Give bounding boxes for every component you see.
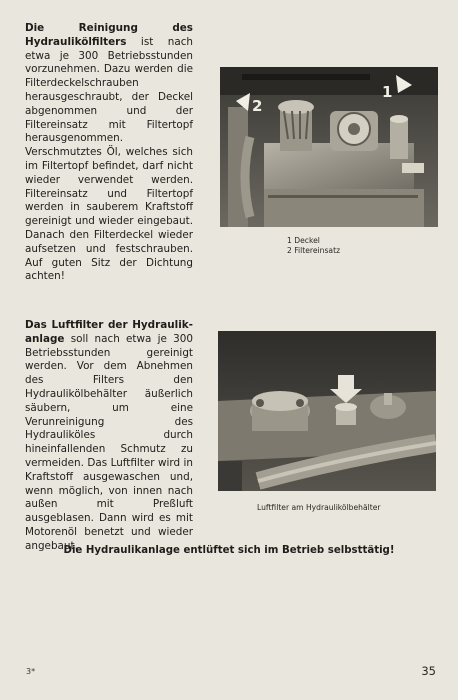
air-filter-illustration	[218, 331, 436, 491]
marker-2: 2	[252, 97, 263, 115]
filter-photo-illustration	[220, 67, 438, 227]
air-filter-paragraph	[25, 319, 193, 554]
marker-1: 1	[382, 83, 393, 101]
figure2-caption: Luftfilter am Hydraulikölbehälter	[257, 503, 381, 512]
hydraulic-oil-filter-photo	[220, 67, 438, 227]
hydraulic-oil-filter-heading: Die Reinigung des Hydraulikölfilters	[25, 22, 193, 48]
air-filter-text: soll nach etwa je 300 Betriebsstunden gereinigt werden. Vor dem Abnehmen des Filters den Hydraulikölbehälter äußerlich säubern, um eine Verunreinigung des Hydrauliköles durch hineinfallenden Schmutz zu vermeiden. Das Luftfilter wird in Kraftstoff ausgewaschen und, wenn möglich, von innen nach außen mit Preßluft ausgeblasen. Dann wird es mit Motorenöl benetzt und wieder angebaut.	[25, 332, 193, 552]
venting-note: Die Hydraulikanlage entlüftet sich im Betrieb selbsttätig!	[63, 545, 395, 556]
air-filter-photo	[218, 331, 436, 491]
hydraulic-oil-filter-text: ist nach etwa je 300 Betriebsstunden vorzunehmen. Dazu werden die Filterdeckelschrauben herausgeschraubt, der Deckel abgenommen und der Filtereinsatz mit Filtertopf herausgenommen. Verschmutztes Öl, welches sich im Filtertopf befindet, darf nicht wieder verwendet werden. Filtereinsatz und Filtertopf werden in sauberem Kraftstoff gereinigt und wieder eingebaut. Danach den Filterdeckel wieder aufsetzen und festschrauben. Auf guten Sitz der Dichtung achten!	[25, 35, 193, 283]
air-filter-heading: Das Luftfilter der Hydraulikanlage	[25, 319, 193, 345]
hydraulic-oil-filter-paragraph	[25, 22, 193, 284]
caption-cover: 1 Deckel	[287, 236, 320, 245]
figure1-caption	[287, 236, 340, 255]
caption-filter-insert: 2 Filtereinsatz	[287, 245, 341, 255]
signature-mark: 3*	[26, 667, 36, 676]
page-number: 35	[421, 664, 436, 678]
